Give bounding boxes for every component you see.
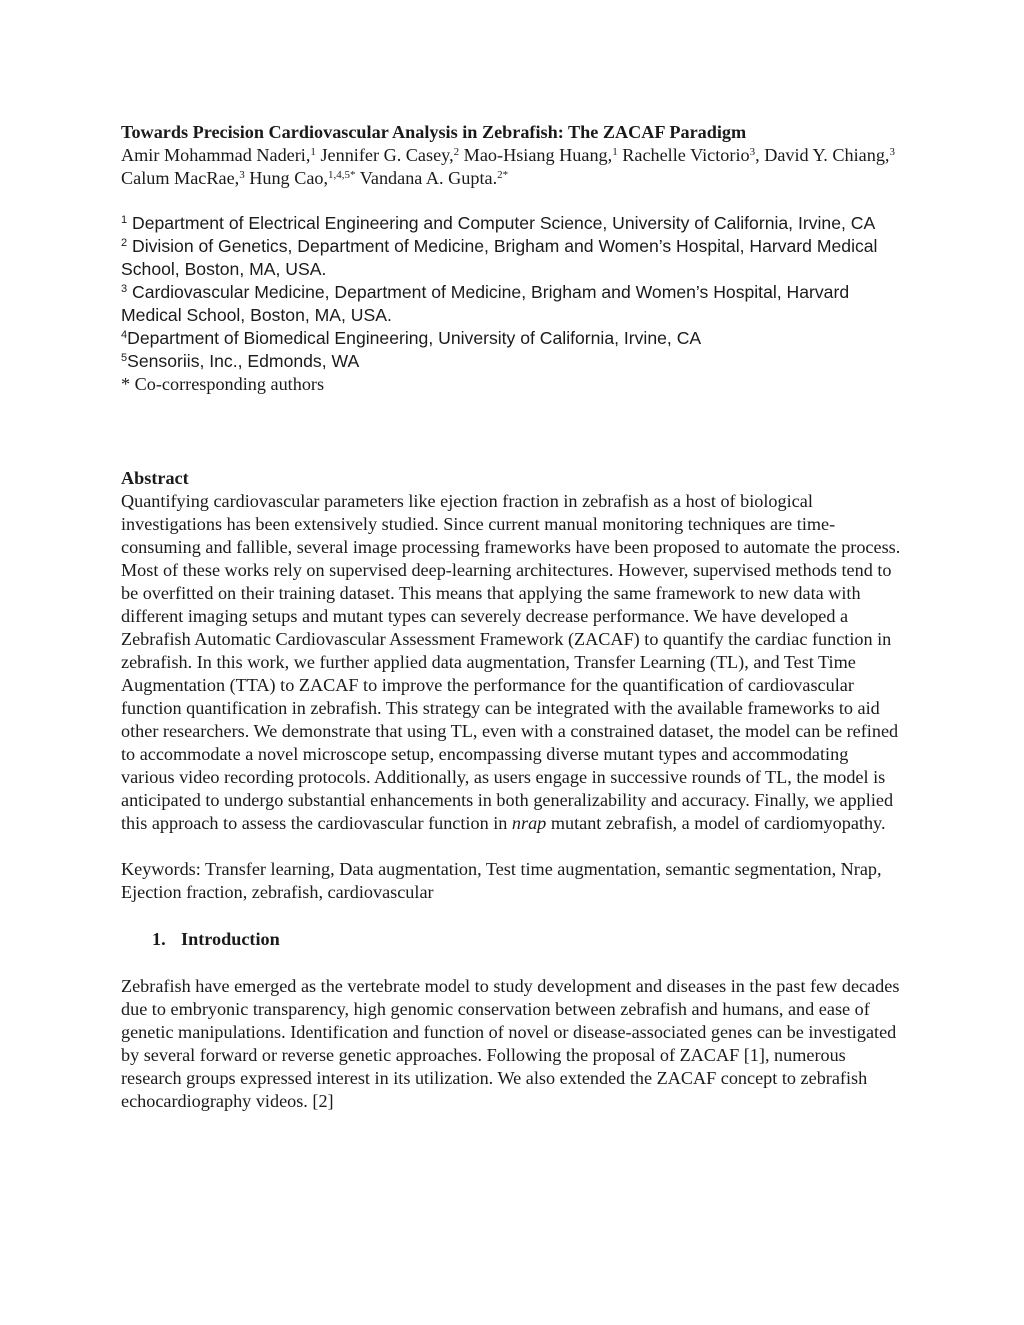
author-affiliation-mark: 3 (749, 146, 756, 158)
affiliation-text: Cardiovascular Medicine, Department of Medicine, Brigham and Women’s Hospital, Harvard Medical School, Boston, MA, USA. (121, 282, 850, 325)
section-title: Introduction (181, 929, 280, 949)
author-name: Jennifer G. Casey, (320, 145, 454, 165)
author-affiliation-mark: 2 (453, 146, 460, 158)
affiliation-number: 1 (121, 214, 128, 226)
paper-title: Towards Precision Cardiovascular Analysis in Zebrafish: The ZACAF Paradigm (121, 122, 747, 142)
affiliation-item (121, 350, 901, 373)
affiliation-number: 4 (121, 329, 128, 341)
abstract-text-part: mutant zebrafish, a model of cardiomyopathy. (546, 813, 886, 833)
abstract-text (121, 490, 901, 835)
section-number: 1. (152, 929, 166, 949)
affiliation-number: 5 (121, 352, 128, 364)
author-name: Vandana A. Gupta. (359, 168, 498, 188)
corresponding-note: * Co-corresponding authors (121, 374, 325, 394)
author-name: Amir Mohammad Naderi, (121, 145, 311, 165)
affiliation-item (121, 281, 901, 327)
affiliation-item (121, 327, 901, 350)
section-heading (121, 928, 901, 951)
abstract-heading: Abstract (121, 468, 189, 488)
author-name: , David Y. Chiang, (755, 145, 890, 165)
author-affiliation-mark: 1 (310, 146, 316, 158)
gene-name: nrap (511, 813, 547, 833)
affiliation-text: Sensoriis, Inc., Edmonds, WA (127, 351, 360, 371)
author-affiliation-mark: 1,4,5* (328, 169, 356, 181)
author-affiliation-mark: 2* (497, 169, 509, 181)
abstract-text-part: Quantifying cardiovascular parameters like ejection fraction in zebrafish as a host of biological investigations has been extensively studied. Since current manual monitoring techniques are time-consuming and fallible, several image processing frameworks have been proposed to automate the process. Most of these works rely on supervised deep-learning architectures. However, supervised methods tend to be overfitted on their training dataset. This means that applying the same framework to new data with different imaging setups and mutant types can severely decrease performance. We have developed a Zebrafish Automatic Cardiovascular Assessment Framework (ZACAF) to quantify the cardiac function in zebrafish. In this work, we further applied data augmentation, Transfer Learning (TL), and Test Time Augmentation (TTA) to ZACAF to improve the performance for the quantification of cardiovascular function quantification in zebrafish. This strategy can be integrated with the available frameworks to aid other researchers. We demonstrate that using TL, even with a constrained dataset, the model can be refined to accommodate a novel microscope setup, encompassing diverse mutant types and accommodating various video recording protocols. Additionally, as users engage in successive rounds of TL, the model is anticipated to undergo substantial enhancements in both generalizability and accuracy. Finally, we applied this approach to assess the cardiovascular function in (121, 491, 901, 833)
author-affiliation-mark: 1 (612, 146, 618, 158)
affiliation-item (121, 212, 901, 235)
author-name: Rachelle Victorio (622, 145, 750, 165)
affiliation-item (121, 235, 901, 281)
author-affiliation-mark: 3 (239, 169, 245, 181)
affiliation-text: Department of Electrical Engineering and Computer Science, University of California, Irvine, CA (127, 213, 876, 233)
author-name: Calum MacRae, (121, 168, 240, 188)
author-name: Hung Cao, (249, 168, 329, 188)
author-affiliation-mark: 3 (889, 146, 895, 158)
affiliation-number: 2 (121, 237, 128, 249)
affiliation-list (121, 212, 901, 396)
affiliation-number: 3 (121, 283, 128, 295)
author-name: Mao-Hsiang Huang, (463, 145, 613, 165)
keywords: Keywords: Transfer learning, Data augmentation, Test time augmentation, semantic segmentation, Nrap, Ejection fraction, zebrafish, cardiovascular (121, 859, 882, 902)
introduction-text: Zebrafish have emerged as the vertebrate model to study development and diseases in the past few decades due to embryonic transparency, high genomic conservation between zebrafish and humans, and ease of genetic manipulations. Identification and function of novel or disease-associated genes can be investigated by several forward or reverse genetic approaches. Following the proposal of ZACAF [1], numerous research groups expressed interest in its utilization. We also extended the ZACAF concept to zebrafish echocardiography videos. [2] (121, 976, 900, 1111)
paper-page (121, 121, 901, 1113)
author-list (121, 144, 901, 190)
affiliation-text: Division of Genetics, Department of Medicine, Brigham and Women’s Hospital, Harvard Medical School, Boston, MA, USA. (121, 236, 878, 279)
affiliation-text: Department of Biomedical Engineering, University of California, Irvine, CA (127, 328, 702, 348)
